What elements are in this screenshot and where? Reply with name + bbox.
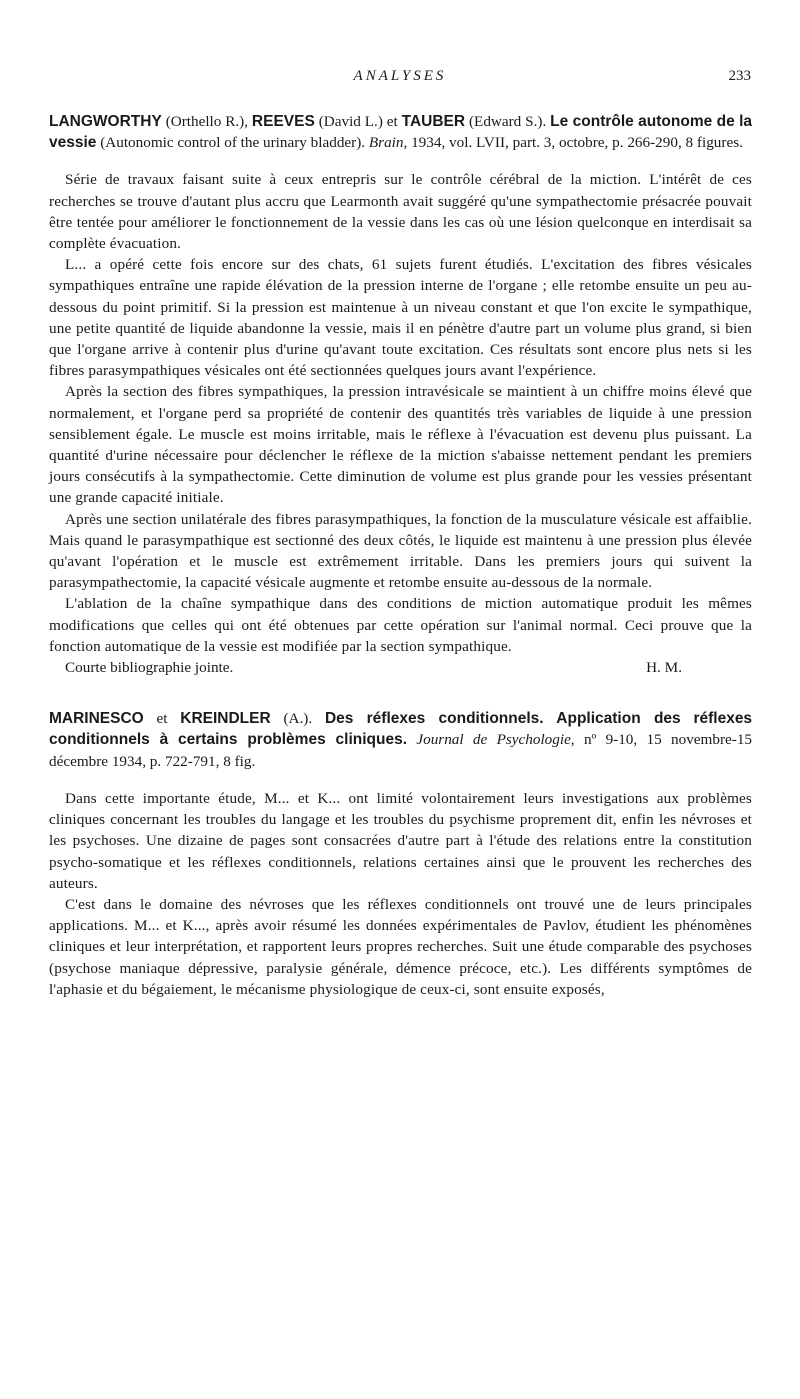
author-2-given: (David L.) — [318, 113, 383, 130]
author-3-given: (Edward S.). — [468, 113, 547, 130]
article-title-english: (Autonomic control of the urinary bladder). — [100, 134, 366, 152]
citation: nº 9-10, 15 novembre-15 décembre 1934, p. 722-791, 8 fig. — [49, 731, 753, 770]
citation: 1934, vol. LVII, part. 3, octobre, p. 266-290, 8 figures. — [411, 134, 743, 152]
entry-heading-1 — [49, 111, 752, 153]
journal-name: Brain, — [368, 134, 408, 152]
paragraph: C'est dans le domaine des névroses que les réflexes conditionnels ont trouvé une de leurs principales applications. M... et K..., après avoir résumé les données expérimentales de Pavlov, étudient les phénomènes cliniques et leur interprétation, et rapportent leurs propres recherches. Suit une étude comparable des psychoses (psychose maniaque dépressive, paralysie générale, démence précoce, etc.). Les différents symptômes de l'aphasie et du bégaiement, le mécanisme physiologique de ceux-ci, sont ensuite exposés, — [49, 895, 752, 998]
running-header — [0, 66, 800, 90]
spacer — [49, 153, 752, 169]
page-content — [49, 111, 752, 1000]
author-1: MARINESCO — [49, 710, 144, 728]
article-title: Des réflexes conditionnels. Application des — [324, 710, 681, 728]
author-2-given: (A.). — [283, 710, 313, 728]
running-title: ANALYSES — [353, 68, 447, 84]
paragraph: L... a opéré cette fois encore sur des chats, 61 sujets furent étudiés. L'excitation des fibres vésicales sympathiques entraîne une rapide élévation de la pression interne de l'organe ; elle retombe ensuite un peu au-dessous du point primitif. Si la pression est maintenue à un niveau constant et que l'on excite le sympathique, une petite quantité de liquide abandonne la vessie, mais il en pénètre d'autre part un volume plus grand, si bien que l'organe arrive à contenir plus d'urine qu'avant toute excitation. Ces résultats sont encore plus nets si les fibres parasympathiques vésicales ont été sectionnées quelques jours avant l'expérience. — [49, 256, 752, 380]
bibliography-note: Courte bibliographie jointe. — [65, 659, 234, 677]
author-conjunction: et — [386, 113, 398, 130]
paragraph: Série de travaux faisant suite à ceux entrepris sur le contrôle cérébral de la miction. L'intérêt de ces recherches se trouve d'autant plus accru que Learmonth avait suggéré qu'une sympathectomie présacrée pouvait être tentée pour améliorer le fonctionnement de la vessie dans les cas où une lésion quelconque en interdisait sa complète évacuation. — [49, 171, 752, 253]
spacer — [49, 772, 752, 788]
signoff-line — [49, 657, 752, 678]
page-number: 233 — [728, 68, 751, 84]
author-1: LANGWORTHY — [49, 113, 162, 130]
paragraph: Après la section des fibres sympathiques, la pression intravésicale se maintient à un chiffre moins élevé que normalement, et l'organe perd sa propriété de contenir des quantités très variables de liquide à une pression sensiblement égale. Le muscle est moins irritable, mais le réflexe à l'évacuation est devenu plus puissant. La quantité d'urine nécessaire pour déclencher le réflexe de la miction s'abaisse nettement pendant les premiers jours consécutifs à la sympathectomie. Cette diminution de volume est plus grande pour les vessies présentant une grande capacité initiale. — [49, 383, 752, 507]
paragraph: Après une section unilatérale des fibres parasympathiques, la fonction de la musculature vésicale est affaiblie. Mais quand le parasympathique est sectionné des deux côtés, le liquide est maintenu à une pression plus élevée qu'avant l'opération et le muscle est extrêmement irritable. Dans les premiers jours qui suivent la parasympathectomie, la capacité vésicale augmente et retombe ensuite au-dessous de la normale. — [49, 510, 752, 592]
entry-separator — [49, 678, 752, 708]
article-title: Le contrôle autonome de la vessie — [49, 113, 753, 152]
author-conjunction: et — [156, 710, 168, 728]
author-2: KREINDLER — [180, 710, 271, 728]
entry-heading-2 — [49, 708, 752, 772]
paragraph: Dans cette importante étude, M... et K... ont limité volontairement leurs investigations aux problèmes cliniques concernant les troubles du langage et les troubles du psychisme proprement dit, enfin les névroses et les psychoses. Une dizaine de pages sont consacrées d'autre part à l'étude des relations entre la constitution psycho-somatique et les réflexes conditionnels, relations certaines ainsi que le prouvent les recherches des auteurs. — [49, 789, 752, 892]
paragraph: L'ablation de la chaîne sympathique dans des conditions de miction automatique produit les mêmes modifications que celles qui ont été obtenues par cette opération sur l'animal normal. Ceci prouve que la fonction automatique de la vessie est modifiée par la section sympathique. — [49, 595, 752, 655]
author-1-given: (Orthello R.), — [165, 113, 249, 130]
author-2: REEVES — [251, 113, 315, 130]
journal-name: Journal de Psychologie, — [416, 731, 575, 749]
reviewer-signature: H. M. — [646, 659, 682, 677]
author-3: TAUBER — [401, 113, 466, 130]
article-title-continued: réflexes conditionnels à certains problèmes cliniques. — [49, 710, 753, 749]
